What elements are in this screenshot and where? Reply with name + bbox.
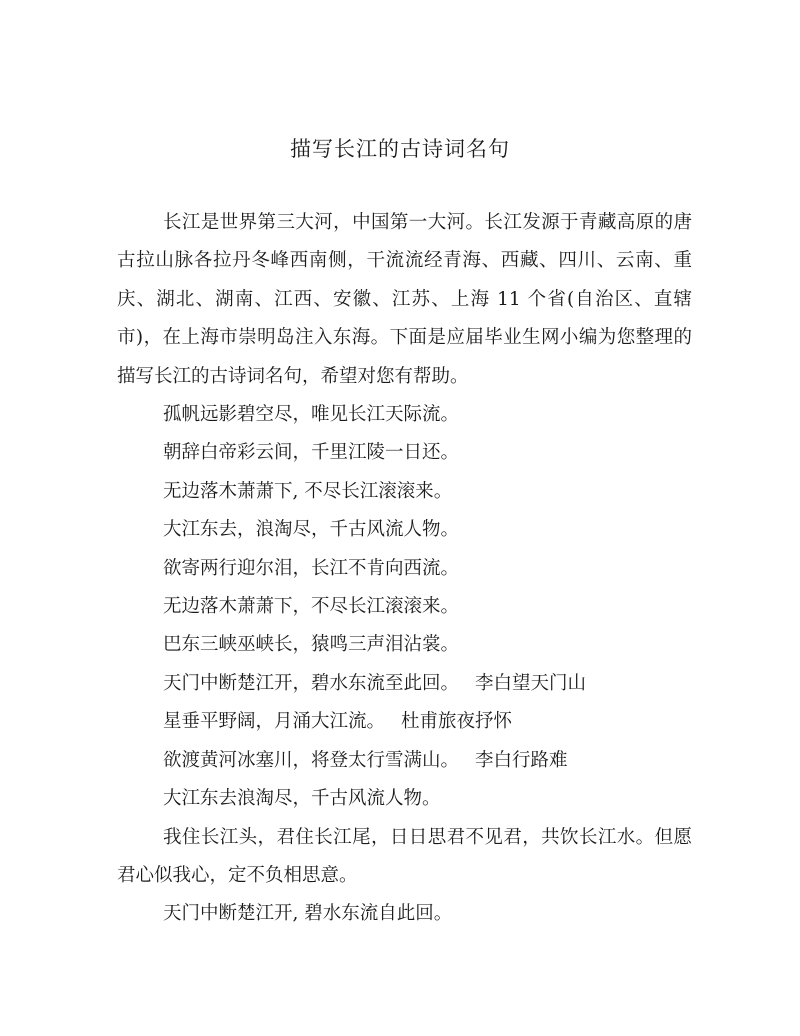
poem-paragraph: 我住长江头，君住长江尾，日日思君不见君，共饮长江水。但愿君心似我心，定不负相思意。 bbox=[117, 826, 692, 886]
poem-line-text: 星垂平野阔，月涌大江流。 bbox=[163, 711, 386, 733]
intro-paragraph: 长江是世界第三大河，中国第一大河。长江发源于青藏高原的唐古拉山脉各拉丹冬峰西南侧，干流流经青海、西藏、四川、云南、重庆、湖北、湖南、江西、安徽、江苏、上海 11 个省(自治区、直辖市)，在上海市崇明岛注入东海。下面是应届毕业生网小编为您整理的描写长江的古诗词名句，希望对您有帮助。 bbox=[117, 212, 692, 387]
poem-line bbox=[117, 473, 692, 511]
poem-line-text: 巴东三峡巫峡长，猿鸣三声泪沾裳。 bbox=[163, 634, 460, 656]
poem-line bbox=[117, 396, 692, 434]
poem-line-text: 天门中断楚江开，碧水东流至此回。 bbox=[163, 672, 460, 694]
poem-line-text: 无边落木萧萧下，不尽长江滚滚来。 bbox=[163, 596, 460, 618]
poem-line-text: 欲渡黄河冰塞川，将登太行雪满山。 bbox=[163, 749, 460, 771]
poem-line-text: 天门中断楚江开, 碧水东流自此回。 bbox=[163, 903, 453, 925]
poem-line-text: 孤帆远影碧空尽，唯见长江天际流。 bbox=[163, 404, 460, 426]
poem-line-text: 朝辞白帝彩云间，千里江陵一日还。 bbox=[163, 442, 460, 464]
poem-line bbox=[117, 780, 692, 818]
poem-line bbox=[117, 511, 692, 549]
document-body bbox=[117, 204, 692, 934]
poem-line bbox=[117, 588, 692, 626]
poem-line bbox=[117, 665, 692, 703]
poem-line bbox=[117, 703, 692, 741]
poem-line bbox=[117, 626, 692, 664]
poem-source: 李白望天门山 bbox=[475, 672, 587, 694]
poem-source: 杜甫旅夜抒怀 bbox=[401, 711, 513, 733]
document-title: 描写长江的古诗词名句 bbox=[290, 137, 510, 161]
poem-line-text: 大江东去，浪淘尽，千古风流人物。 bbox=[163, 519, 460, 541]
poem-line bbox=[117, 434, 692, 472]
poem-line bbox=[117, 895, 692, 933]
poem-line-text: 大江东去浪淘尽，千古风流人物。 bbox=[163, 788, 441, 810]
poem-line bbox=[117, 550, 692, 588]
poem-line bbox=[117, 742, 692, 780]
poem-line-text: 无边落木萧萧下, 不尽长江滚滚来。 bbox=[163, 480, 453, 502]
poem-source: 李白行路难 bbox=[475, 749, 568, 771]
poem-line-text: 欲寄两行迎尔泪，长江不肯向西流。 bbox=[163, 557, 460, 579]
